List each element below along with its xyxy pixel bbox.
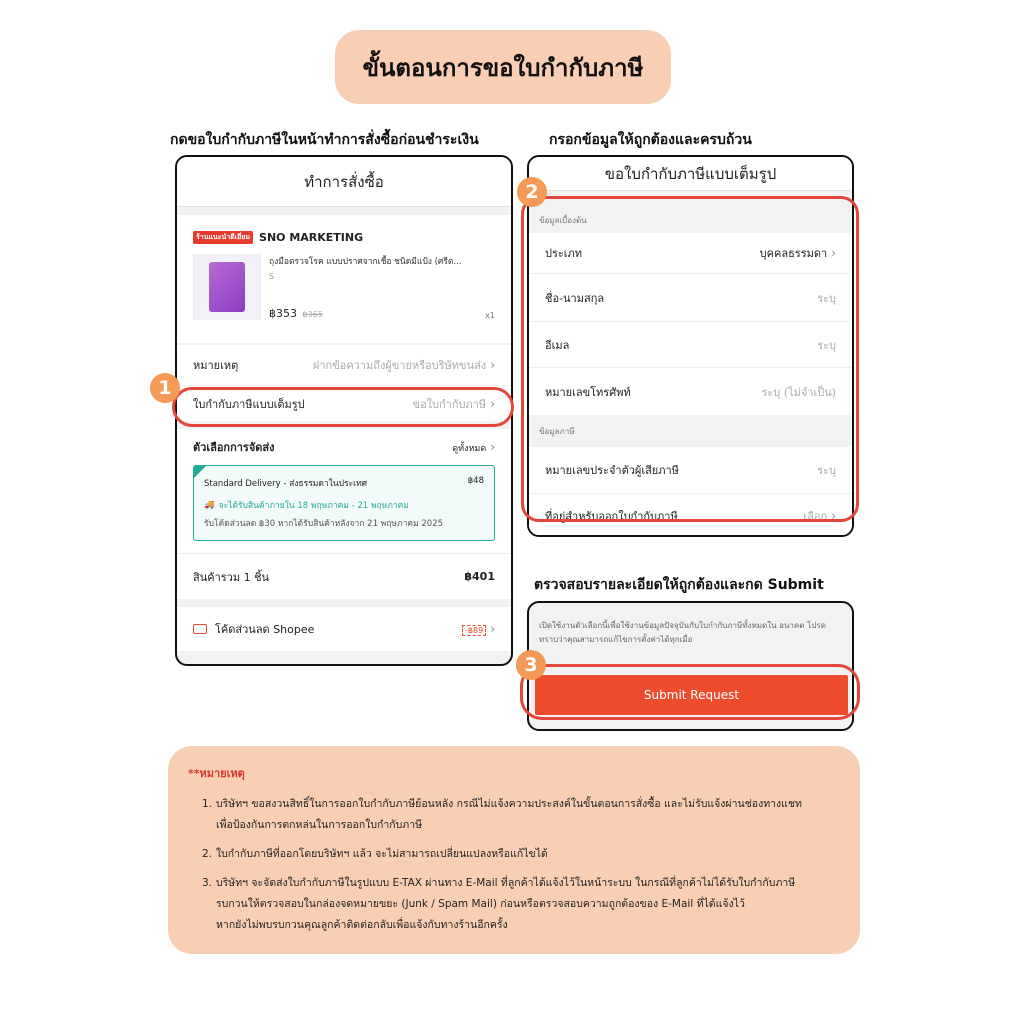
chevron-right-icon: › xyxy=(490,358,495,372)
shipping-label: ตัวเลือกการจัดส่ง xyxy=(193,441,275,454)
product-name[interactable]: ถุงมือตรวจโรค แบบปราศจากเชื้อ ชนิดมีแป้ง (ศรีต... xyxy=(269,257,462,267)
address-row[interactable] xyxy=(529,493,852,537)
note-placeholder: ฝากข้อความถึงผู้ขายหรือบริษัทขนส่ง xyxy=(312,359,487,372)
shop-badge: ร้านแนะนำดีเยี่ยม xyxy=(193,231,253,244)
delivery-voucher: รับโค้ดส่วนลด ฿30 หากได้รับสินค้าหลังจาก 21 พฤษภาคม 2025 xyxy=(204,519,444,529)
note-item: 1. บริษัทฯ ขอสงวนสิทธิ์ในการออกใบกำกับภาษีย้อนหลัง กรณีไม่แจ้งความประสงค์ในขั้นตอนการสั่งซื้อ และไม่รับแจ้งผ่านช่องทางแชท เพื่อป้องกันการตกหล่นในการออกใบกำกับภาษี xyxy=(202,798,802,831)
taxid-input[interactable]: ระบุ xyxy=(817,464,836,477)
invoice-action: ขอใบกำกับภาษี xyxy=(412,397,487,411)
delivery-option[interactable] xyxy=(193,465,495,541)
delivery-price: ฿48 xyxy=(467,476,484,486)
note-item: 2. ใบกำกับภาษีที่ออกโดยบริษัทฯ แล้ว จะไม่สามารถเปลี่ยนแปลงหรือแก้ไขได้ xyxy=(202,848,548,860)
checkout-header: ทำการสั่งซื้อ xyxy=(177,157,511,207)
truck-icon: 🚚 xyxy=(204,500,215,510)
total-row xyxy=(177,553,511,599)
name-label: ชื่อ-นามสกุล xyxy=(545,291,605,305)
type-row[interactable] xyxy=(529,233,852,273)
notes-box xyxy=(168,746,860,954)
voucher-label: โค้ดส่วนลด Shopee xyxy=(215,623,315,636)
phone-input[interactable]: ระบุ (ไม่จำเป็น) xyxy=(761,385,836,399)
address-select[interactable]: เลือก xyxy=(803,509,828,523)
note-item: 3. บริษัทฯ จะจัดส่งใบกำกับภาษีในรูปแบบ E-TAX ผ่านทาง E-Mail ที่ลูกค้าได้แจ้งไว้ในหน้าระบบ ในกรณีที่ลูกค้าไม่ได้รับใบกำกับภาษี รบกวนให้ตรวจสอบในกล่องจดหมายขยะ (Junk / Spam Mail) ก่อนหรือตรวจสอบความถูกต้องของ E-Mail ที่ได้แจ้งไว้ หากยังไม่พบรบกวนคุณลูกค้าติดต่อกลับเพื่อแจ้งกับทางร้านอีกครั้ง xyxy=(202,877,796,931)
type-label: ประเภท xyxy=(545,247,583,260)
submit-request-button[interactable]: Submit Request xyxy=(535,675,848,715)
section-basic: ข้อมูลเบื้องต้น xyxy=(539,216,587,225)
invoice-form-screen xyxy=(527,155,854,537)
caption-step-1: กดขอใบกำกับภาษีในหน้าทำการสั่งซื้อก่อนชำระเงิน xyxy=(170,132,479,148)
type-value: บุคคลธรรมดา xyxy=(759,247,828,260)
shop-name[interactable]: SNO MARKETING xyxy=(259,231,364,244)
product-original-price: ฿365 xyxy=(302,310,323,319)
invoice-row[interactable] xyxy=(177,385,511,421)
checkout-screen xyxy=(175,155,513,666)
phone-row[interactable] xyxy=(529,367,852,415)
address-label: ที่อยู่สำหรับออกใบกำกับภาษี xyxy=(545,509,678,523)
shop-card xyxy=(177,215,511,343)
chevron-right-icon: › xyxy=(831,246,836,260)
delivery-name: Standard Delivery - ส่งธรรมดาในประเทศ xyxy=(204,479,368,489)
chevron-right-icon: › xyxy=(490,622,495,636)
email-input[interactable]: ระบุ xyxy=(817,338,836,352)
shipping-view-all[interactable]: ดูทั้งหมด › xyxy=(452,439,495,454)
name-row[interactable] xyxy=(529,273,852,321)
submit-screen xyxy=(527,601,854,731)
name-input[interactable]: ระบุ xyxy=(817,291,836,305)
chevron-right-icon: › xyxy=(490,396,495,411)
selected-check-icon xyxy=(194,466,206,478)
caption-step-3: ตรวจสอบรายละเอียดให้ถูกต้องและกด Submit xyxy=(534,577,824,593)
save-default-notice: เปิดใช้งานตัวเลือกนี้เพื่อใช้งานข้อมูลปัจจุบันกับใบกำกับภาษีทั้งหมดใน อนาคต โปรดทราบว่าคุณสามารถแก้ไขการตั้งค่าได้ทุกเมื่อ xyxy=(539,621,826,644)
caption-step-2: กรอกข้อมูลให้ถูกต้องและครบถ้วน xyxy=(549,132,752,148)
total-value: ฿401 xyxy=(464,570,495,583)
invoice-form-header: ขอใบกำกับภาษีแบบเต็มรูป xyxy=(529,157,852,191)
product-image[interactable] xyxy=(193,254,261,320)
shipping-card xyxy=(177,429,511,553)
product-variant: S xyxy=(269,272,275,281)
note-row[interactable] xyxy=(177,345,511,385)
section-tax: ข้อมูลภาษี xyxy=(539,426,575,436)
notes-title: **หมายเหตุ xyxy=(188,767,245,780)
voucher-icon xyxy=(193,624,207,634)
step-2-badge: 2 xyxy=(517,177,547,207)
product-quantity: x1 xyxy=(485,311,495,320)
taxid-label: หมายเลขประจำตัวผู้เสียภาษี xyxy=(545,464,679,477)
voucher-value: -฿89 xyxy=(462,625,486,636)
taxid-row[interactable] xyxy=(529,447,852,493)
delivery-eta: จะได้รับสินค้าภายใน 18 พฤษภาคม - 21 พฤษภาคม xyxy=(218,501,409,511)
step-3-badge: 3 xyxy=(516,650,546,680)
email-row[interactable] xyxy=(529,321,852,367)
chevron-right-icon: › xyxy=(831,508,836,523)
page-title: ขั้นตอนการขอใบกำกับภาษี xyxy=(335,30,671,104)
invoice-label: ใบกำกับภาษีแบบเต็มรูป xyxy=(193,397,305,411)
total-label: สินค้ารวม 1 ชิ้น xyxy=(193,570,270,584)
phone-label: หมายเลขโทรศัพท์ xyxy=(545,385,631,399)
email-label: อีเมล xyxy=(545,338,570,352)
note-label: หมายเหตุ xyxy=(193,359,239,372)
voucher-row[interactable] xyxy=(177,607,511,651)
step-1-badge: 1 xyxy=(150,373,180,403)
chevron-right-icon: › xyxy=(490,439,495,454)
product-price: ฿353 xyxy=(269,307,297,320)
